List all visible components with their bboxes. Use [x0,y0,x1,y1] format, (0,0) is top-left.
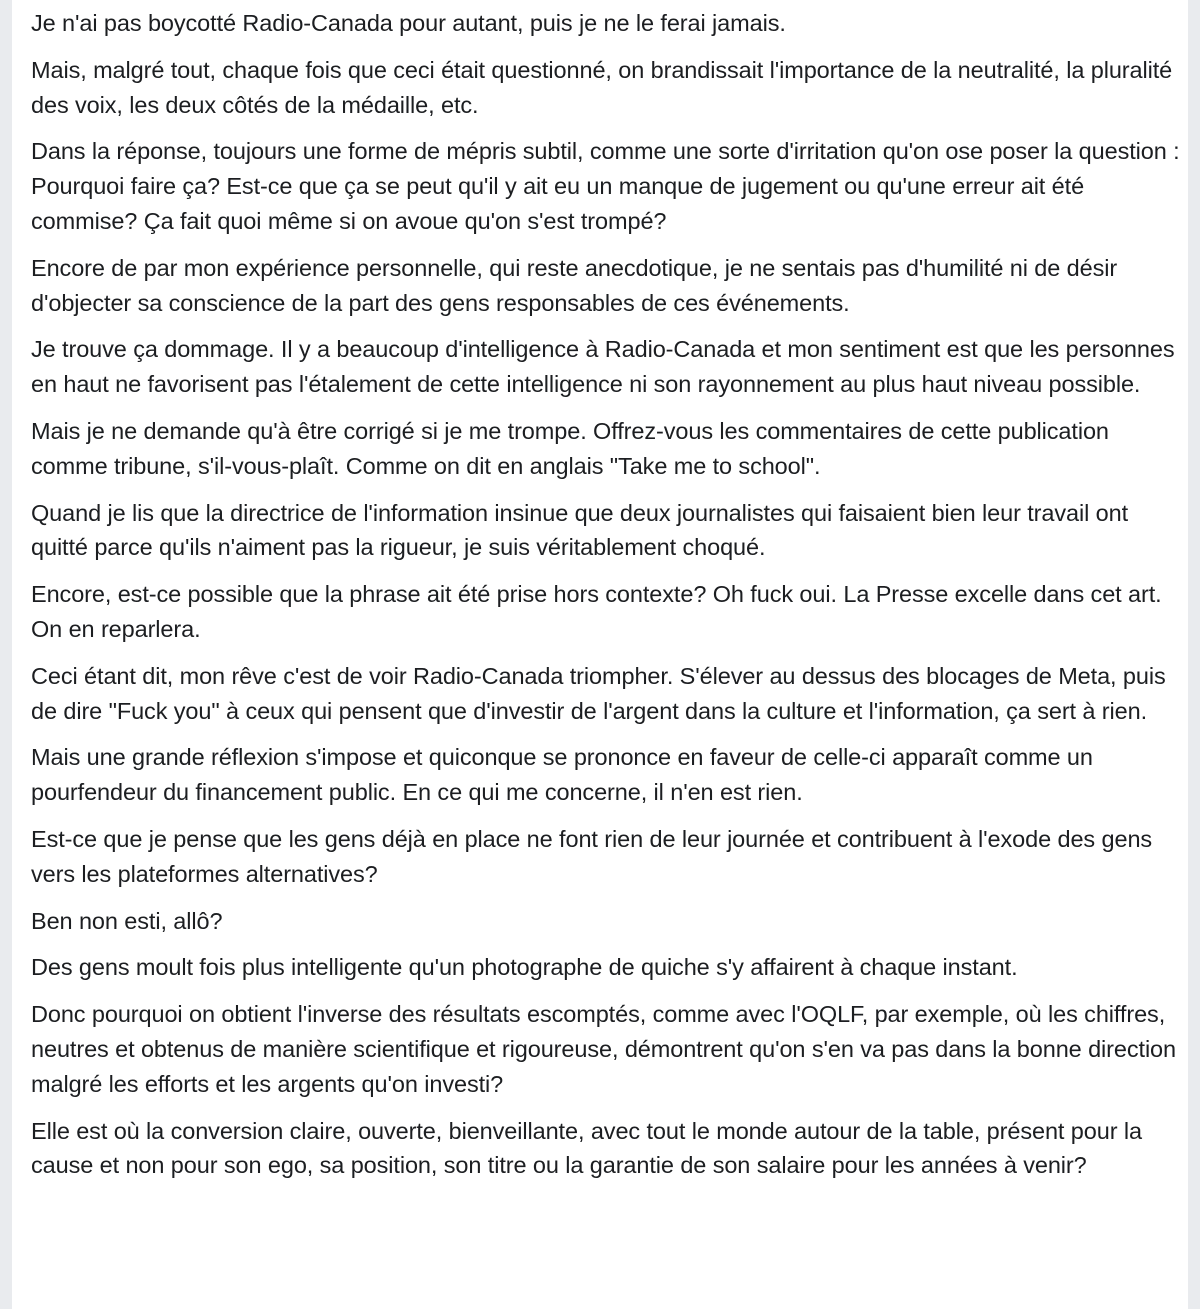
post-paragraph: Mais une grande réflexion s'impose et quiconque se prononce en faveur de celle-ci apparaît comme un pourfendeur du financement public. En ce qui me concerne, il n'en est rien. [31,744,1093,806]
post-card [12,0,1188,1309]
post-paragraph: Encore, est-ce possible que la phrase ait été prise hors contexte? Oh fuck oui. La Presse excelle dans cet art. On en reparlera. [31,581,1162,642]
post-paragraph: Ben non esti, allô? [31,907,223,934]
post-paragraph: Est-ce que je pense que les gens déjà en place ne font rien de leur journée et contribuent à l'exode des gens vers les plateformes alternatives? [31,825,1153,887]
post-paragraph: Des gens moult fois plus intelligente qu'un photographe de quiche s'y affairent à chaque instant. [31,954,1018,981]
post-paragraph: Je trouve ça dommage. Il y a beaucoup d'intelligence à Radio-Canada et mon sentiment est que les personnes en haut ne favorisent pas l'étalement de cette intelligence ni son rayonnement au plus haut niveau possible. [31,336,1175,398]
post-text [31,6,1181,1183]
post-paragraph: Mais, malgré tout, chaque fois que ceci était questionné, on brandissait l'importance de la neutralité, la pluralité des voix, les deux côtés de la médaille, etc. [31,56,1173,118]
post-paragraph: Donc pourquoi on obtient l'inverse des résultats escomptés, comme avec l'OQLF, par exemple, où les chiffres, neutres et obtenus de manière scientifique et rigoureuse, démontrent qu'on s'en va pas dans la bonne direction malgré les efforts et les argents qu'on investi? [31,1001,1176,1097]
post-paragraph: Elle est où la conversion claire, ouverte, bienveillante, avec tout le monde autour de la table, présent pour la cause et non pour son ego, sa position, son titre ou la garantie de son salaire pour les années à venir? [31,1117,1142,1179]
post-paragraph: Dans la réponse, toujours une forme de mépris subtil, comme une sorte d'irritation qu'on ose poser la question : Pourquoi faire ça? Est-ce que ça se peut qu'il y ait eu un manque de jugement ou qu'une erreur ait été commise? Ça fait quoi même si on avoue qu'on s'est trompé? [31,138,1180,234]
post-paragraph: Ceci étant dit, mon rêve c'est de voir Radio-Canada triompher. S'élever au dessus des blocages de Meta, puis de dire "Fuck you" à ceux qui pensent que d'investir de l'argent dans la culture et l'information, ça sert à rien. [31,662,1166,724]
post-paragraph: Quand je lis que la directrice de l'information insinue que deux journalistes qui faisaient bien leur travail ont quitté parce qu'ils n'aiment pas la rigueur, je suis véritablement choqué. [31,499,1129,561]
post-paragraph: Mais je ne demande qu'à être corrigé si je me trompe. Offrez-vous les commentaires de cette publication comme tribune, s'il-vous-plaît. Comme on dit en anglais "Take me to school". [31,417,1109,479]
post-paragraph: Je n'ai pas boycotté Radio-Canada pour autant, puis je ne le ferai jamais. [31,10,786,36]
post-paragraph: Encore de par mon expérience personnelle, qui reste anecdotique, je ne sentais pas d'humilité ni de désir d'objecter sa conscience de la part des gens responsables de ces événements. [31,254,1118,316]
